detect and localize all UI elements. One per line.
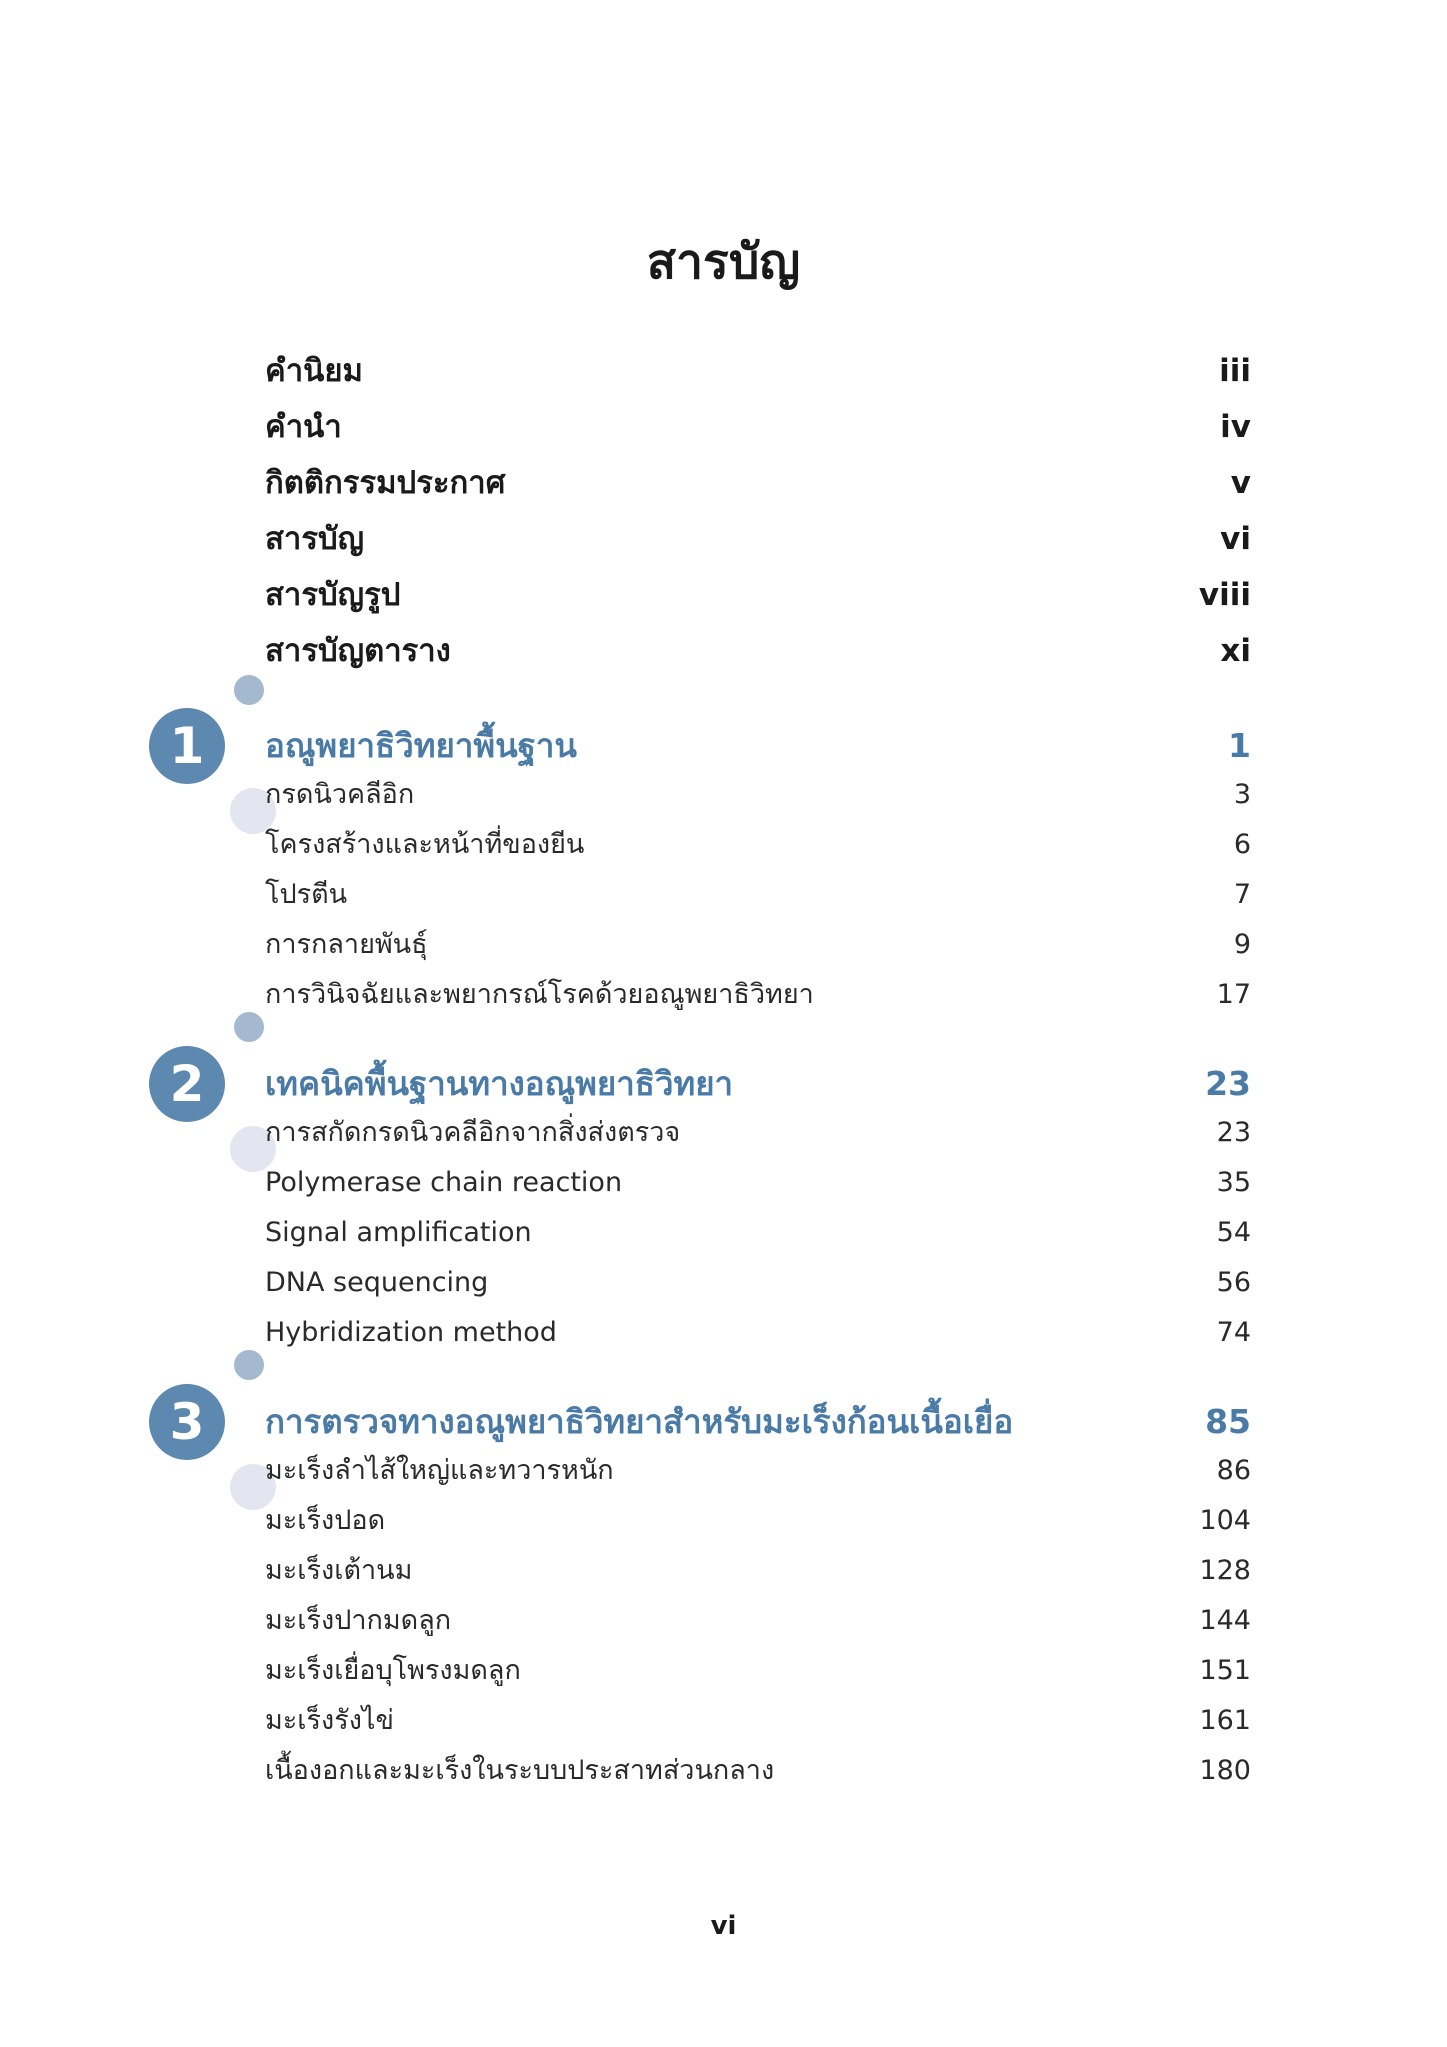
toc-entry-section[interactable]	[0, 1546, 1447, 1596]
toc-entry-section[interactable]	[0, 1696, 1447, 1746]
toc-entry-section[interactable]	[0, 1496, 1447, 1546]
decorative-dot	[234, 1012, 264, 1042]
toc-entry-section[interactable]	[0, 970, 1447, 1020]
toc-entry-page: 6	[1233, 829, 1251, 860]
toc-entry-page: 86	[1216, 1455, 1251, 1486]
toc-entry-section[interactable]	[0, 1746, 1447, 1796]
toc-entry-section[interactable]	[0, 1258, 1447, 1308]
toc-entry-page: 74	[1216, 1317, 1251, 1348]
toc-entry-label: กรดนิวคลีอิก	[265, 779, 415, 810]
chapter-page: 85	[1205, 1402, 1251, 1441]
toc-entry-section[interactable]	[0, 1646, 1447, 1696]
toc-entry-page: 7	[1233, 879, 1251, 910]
toc-entry-front-1[interactable]	[0, 343, 1447, 399]
toc-entry-page: iv	[1220, 409, 1251, 445]
toc-entry-section[interactable]	[0, 870, 1447, 920]
page-title: สารบัญ	[646, 234, 801, 290]
toc-entry-section[interactable]	[0, 1308, 1447, 1358]
toc-entry-page: vi	[1220, 521, 1251, 557]
chapter-3-number-badge: 3	[149, 1384, 225, 1460]
toc-entry-label: มะเร็งรังไข่	[265, 1705, 394, 1736]
chapter-title: อณูพยาธิวิทยาพื้นฐาน	[265, 726, 577, 765]
chapter-title: การตรวจทางอณูพยาธิวิทยาสำหรับมะเร็งก้อนเนื้อเยื่อ	[265, 1402, 1014, 1441]
toc-entry-page: 144	[1199, 1605, 1251, 1636]
toc-entry-section[interactable]	[0, 820, 1447, 870]
toc-entry-page: 151	[1199, 1655, 1251, 1686]
toc-entry-label: คำนิยม	[265, 353, 363, 389]
toc-entry-front-6[interactable]	[0, 623, 1447, 679]
toc-entry-section[interactable]	[0, 1108, 1447, 1158]
chapter-2-heading[interactable]	[0, 1056, 1447, 1112]
toc-entry-label: โครงสร้างและหน้าที่ของยีน	[265, 829, 585, 860]
decorative-dot	[234, 675, 264, 705]
toc-entry-label: มะเร็งเต้านม	[265, 1555, 413, 1586]
toc-entry-page: v	[1230, 465, 1251, 501]
toc-entry-front-4[interactable]	[0, 511, 1447, 567]
toc-entry-label: มะเร็งลำไส้ใหญ่และทวารหนัก	[265, 1455, 614, 1486]
decorative-dot	[234, 1350, 264, 1380]
toc-entry-label: การสกัดกรดนิวคลีอิกจากสิ่งส่งตรวจ	[265, 1117, 681, 1148]
chapter-2-number-badge: 2	[149, 1046, 225, 1122]
page-number: vi	[710, 1911, 737, 1941]
toc-entry-label: มะเร็งปอด	[265, 1505, 386, 1536]
toc-entry-page: 9	[1233, 929, 1251, 960]
chapter-title: เทคนิคพื้นฐานทางอณูพยาธิวิทยา	[265, 1064, 734, 1103]
toc-entry-section[interactable]	[0, 1158, 1447, 1208]
toc-entry-label: มะเร็งปากมดลูก	[265, 1605, 452, 1636]
toc-entry-front-3[interactable]	[0, 455, 1447, 511]
toc-entry-page: 104	[1199, 1505, 1251, 1536]
toc-entry-front-5[interactable]	[0, 567, 1447, 623]
toc-entry-label: Polymerase chain reaction	[265, 1167, 623, 1198]
toc-entry-page: 180	[1199, 1755, 1251, 1786]
toc-entry-label: การกลายพันธุ์	[265, 929, 428, 960]
toc-entry-page: iii	[1219, 353, 1251, 389]
toc-entry-label: Signal amplification	[265, 1217, 532, 1248]
toc-entry-label: กิตติกรรมประกาศ	[265, 465, 506, 501]
toc-entry-label: Hybridization method	[265, 1317, 557, 1348]
toc-entry-page: 3	[1233, 779, 1251, 810]
toc-entry-label: คำนำ	[265, 409, 342, 445]
toc-entry-section[interactable]	[0, 1208, 1447, 1258]
toc-entry-label: สารบัญรูป	[265, 577, 401, 613]
toc-entry-page: 128	[1199, 1555, 1251, 1586]
toc-entry-label: การวินิจฉัยและพยากรณ์โรคด้วยอณูพยาธิวิทยา	[265, 979, 814, 1010]
chapter-1-number-badge: 1	[149, 708, 225, 784]
toc-entry-page: 161	[1199, 1705, 1251, 1736]
toc-entry-section[interactable]	[0, 920, 1447, 970]
toc-entry-section[interactable]	[0, 1446, 1447, 1496]
toc-entry-label: มะเร็งเยื่อบุโพรงมดลูก	[265, 1655, 521, 1686]
toc-entry-label: โปรตีน	[265, 879, 348, 910]
toc-entry-page: viii	[1198, 577, 1251, 613]
chapter-page: 23	[1205, 1064, 1251, 1103]
chapter-page: 1	[1228, 726, 1251, 765]
toc-entry-page: 17	[1216, 979, 1251, 1010]
toc-entry-page: 56	[1216, 1267, 1251, 1298]
chapter-3-heading[interactable]	[0, 1394, 1447, 1450]
toc-entry-page: 23	[1216, 1117, 1251, 1148]
toc-entry-section[interactable]	[0, 1596, 1447, 1646]
toc-entry-label: เนื้องอกและมะเร็งในระบบประสาทส่วนกลาง	[265, 1755, 775, 1786]
toc-entry-front-2[interactable]	[0, 399, 1447, 455]
toc-entry-page: 54	[1216, 1217, 1251, 1248]
toc-entry-page: 35	[1216, 1167, 1251, 1198]
toc-entry-label: สารบัญ	[265, 521, 365, 557]
toc-entry-page: xi	[1220, 633, 1251, 669]
toc-entry-label: สารบัญตาราง	[265, 633, 451, 669]
toc-entry-section[interactable]	[0, 770, 1447, 820]
chapter-1-heading[interactable]	[0, 718, 1447, 774]
toc-entry-label: DNA sequencing	[265, 1267, 489, 1298]
